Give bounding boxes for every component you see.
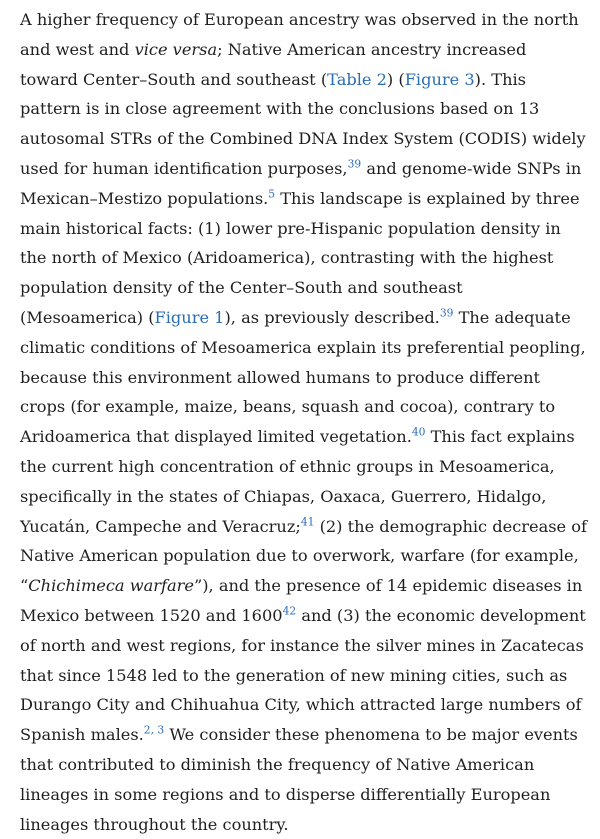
citation-42-link[interactable]: 42 — [282, 604, 297, 618]
citation-2-link[interactable]: 2 — [143, 723, 151, 737]
text-run: ”), and the presence of 14 epidemic diseases in Mexico between 1520 and 1600 — [20, 576, 583, 625]
figure-3-link[interactable]: Figure 3 — [404, 69, 475, 89]
text-run: The adequate climatic conditions of Mesoamerica explain its preferential peopling, because this environment allowed humans to produce different crops (for example, maize, beans, squash and cocoa), contrary to Aridoamerica that displayed limited vegetation. — [20, 307, 586, 447]
citation-separator: , — [150, 723, 158, 737]
table-2-link[interactable]: Table 2 — [327, 69, 387, 89]
text-run: A higher frequency of European ancestry was observed in the north and west and — [20, 10, 579, 59]
body-paragraph — [20, 5, 588, 839]
citation-40-link[interactable]: 40 — [411, 425, 426, 439]
citation-41-link[interactable]: 41 — [300, 515, 315, 529]
text-run: ), as previously described. — [224, 307, 440, 327]
italic-chichimeca-warfare: Chichimeca warfare — [28, 576, 194, 596]
citation-2-3-group — [144, 724, 164, 737]
italic-vice-versa: vice versa — [134, 39, 218, 59]
figure-1-link[interactable]: Figure 1 — [154, 307, 225, 327]
citation-39-link[interactable]: 39 — [347, 157, 362, 171]
text-run: This landscape is explained by three main historical facts: (1) lower pre-Hispanic population density in the north of Mexico (Aridoamerica), contrasting with the highest population density of the Center–South and southeast (Mesoamerica) ( — [20, 188, 580, 327]
text-run: and genome-wide SNPs in Mexican–Mestizo populations. — [20, 158, 582, 208]
text-run: This fact explains the current high concentration of ethnic groups in Mesoamerica, specifically in the states of Chiapas, Oaxaca, Guerrero, Hidalgo, Yucatán, Campeche and Veracruz; — [20, 427, 575, 536]
text-run: (2) the demographic decrease of Native American population due to overwork, warfare (for example, “ — [20, 516, 588, 596]
citation-39-link[interactable]: 39 — [439, 306, 454, 320]
text-run: ). This pattern is in close agreement with the conclusions based on 13 autosomal STRs of the Combined DNA Index System (CODIS) widely used for human identification purposes, — [20, 69, 586, 178]
text-run: ; Native American ancestry increased toward Center–South and southeast ( — [20, 39, 527, 89]
citation-3-link[interactable]: 3 — [157, 723, 165, 737]
text-run: ) ( — [386, 69, 405, 89]
text-run: and (3) the economic development of north and west regions, for instance the silver mines in Zacatecas that since 1548 led to the generation of new mining cities, such as Durango City and Chihuahua City, which attracted large numbers of Spanish males. — [20, 605, 586, 745]
text-run: We consider these phenomena to be major events that contributed to diminish the frequency of Native American lineages in some regions and to disperse differentially European lineages throughout the country. — [20, 725, 578, 834]
citation-5-link[interactable]: 5 — [268, 187, 276, 201]
